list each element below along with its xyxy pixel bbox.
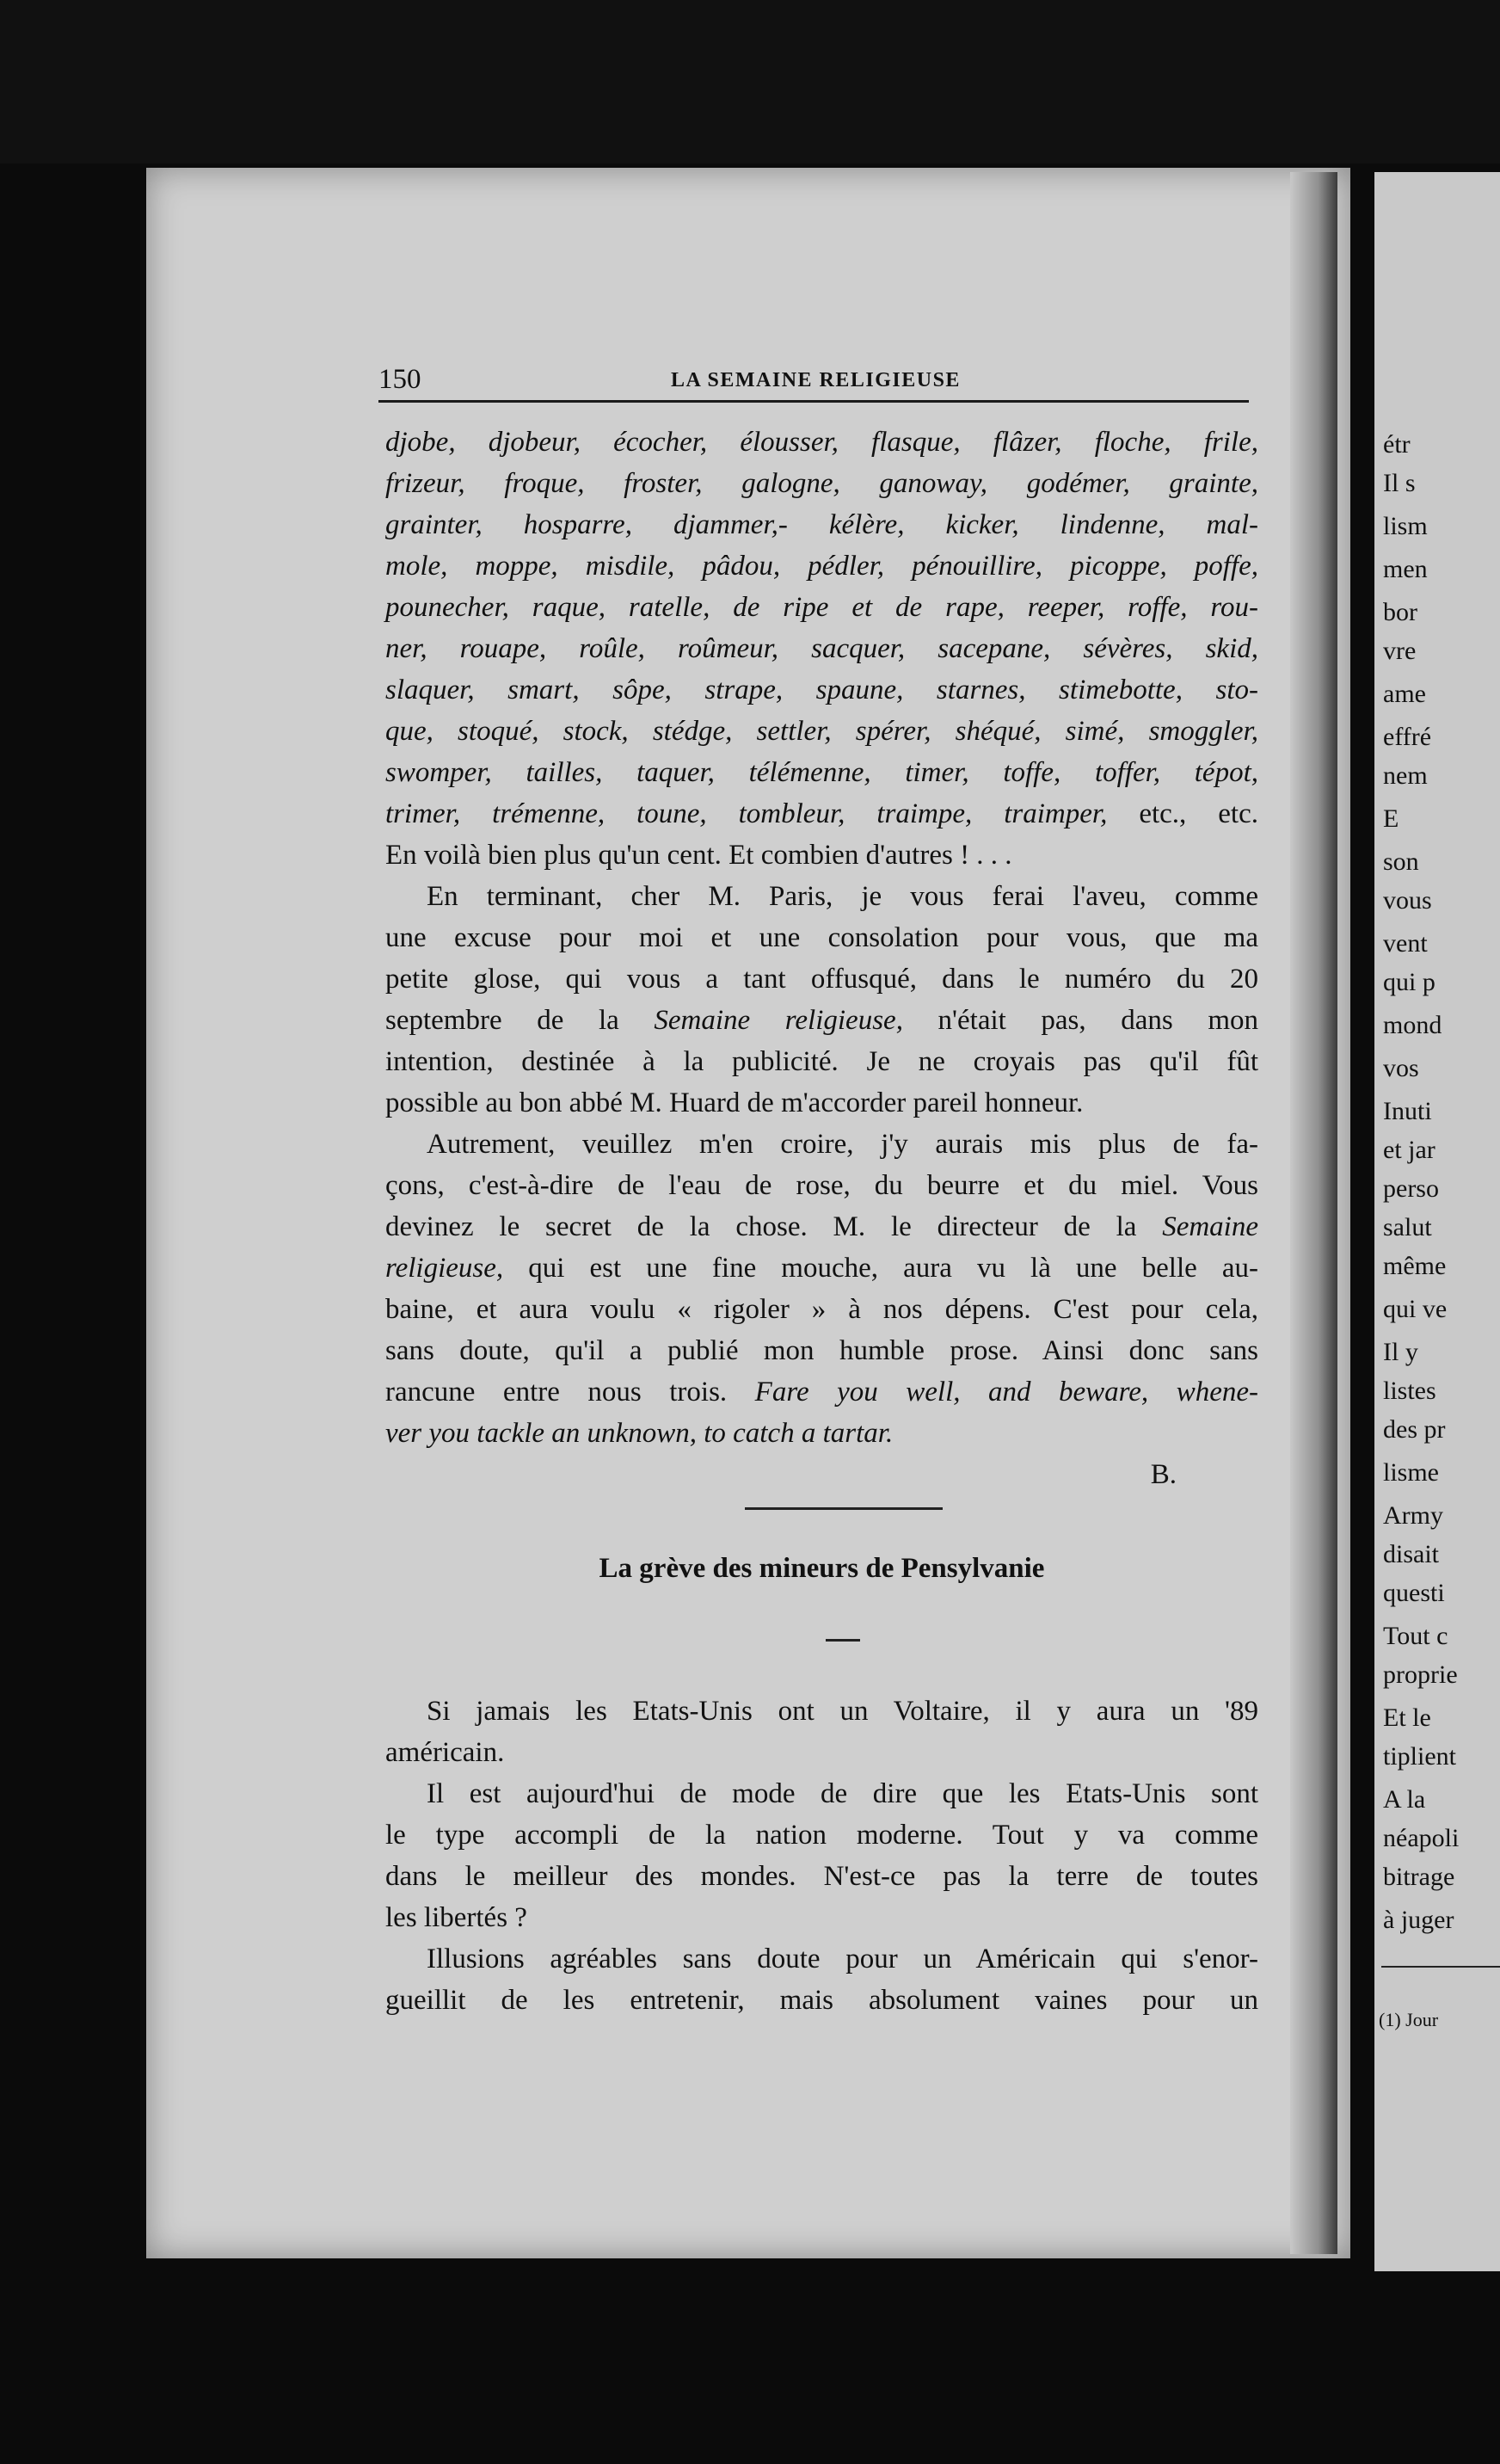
adjacent-page-line: des pr: [1383, 1415, 1446, 1444]
paragraph-line: Illusions agréables sans doute pour un Américain qui s'enor-: [427, 1943, 1258, 1974]
paragraph-line: les libertés ?: [385, 1902, 527, 1933]
adjacent-page-line: qui ve: [1383, 1295, 1448, 1323]
etc-text: etc., etc.: [1107, 798, 1258, 829]
paragraph-line: çons, c'est-à-dire de l'eau de rose, du beurre et du miel. Vous: [385, 1170, 1258, 1201]
english-quote: Fare you well, and beware, whene-: [754, 1377, 1258, 1408]
adjacent-page-line: lism: [1383, 512, 1428, 540]
page-gutter-shadow: [1290, 172, 1337, 2254]
adjacent-page-line: vent: [1383, 929, 1428, 958]
adjacent-page-line: effré: [1383, 723, 1432, 751]
adjacent-page-line: nem: [1383, 761, 1428, 790]
adjacent-page-line: disait: [1383, 1540, 1439, 1568]
text-run: rancune entre nous trois.: [385, 1377, 755, 1408]
letter-text: [385, 422, 1258, 1495]
paragraph-line: dans le meilleur des mondes. N'est-ce pas la terre de toutes: [385, 1861, 1258, 1892]
adjacent-page-line: men: [1383, 555, 1428, 583]
paragraph-line: le type accompli de la nation moderne. Tout y va comme: [385, 1820, 1258, 1851]
paragraph-line: Si jamais les Etats-Unis ont un Voltaire, il y aura un '89: [427, 1696, 1258, 1727]
adjacent-page-line: perso: [1383, 1174, 1439, 1203]
adjacent-page-line: ame: [1383, 680, 1426, 708]
adjacent-page-line: Army: [1383, 1501, 1443, 1530]
adjacent-page-line: vous: [1383, 886, 1432, 915]
periodical-title: religieuse,: [385, 1253, 504, 1284]
adjacent-page-line: et jar: [1383, 1136, 1435, 1164]
adjacent-page-line: vre: [1383, 637, 1417, 665]
footnote-fragment: (1) Jour: [1379, 2009, 1439, 2030]
paragraph-line: [385, 1247, 1258, 1289]
text-run: devinez le secret de la chose. M. le directeur de la: [385, 1211, 1163, 1242]
english-quote-end: ver you tackle an unknown, to catch a tartar.: [385, 1418, 894, 1449]
adjacent-page-line: E: [1383, 804, 1399, 833]
paragraph-line: Il est aujourd'hui de mode de dire que les Etats-Unis sont: [427, 1778, 1258, 1809]
signature: B.: [1150, 1459, 1177, 1490]
paragraph-line: gueillit de les entretenir, mais absolument vaines pour un: [385, 1985, 1258, 2016]
adjacent-page-line: bor: [1383, 598, 1417, 626]
adjacent-page-line: listes: [1383, 1377, 1436, 1405]
adjacent-page-line: Inuti: [1383, 1097, 1432, 1125]
glossary-line: slaquer, smart, sôpe, strape, spaune, starnes, stimebotte, sto-: [385, 675, 1258, 705]
glossary-line: pounecher, raque, ratelle, de ripe et de rape, reeper, roffe, rou-: [385, 592, 1258, 623]
paragraph-line: [385, 1000, 1258, 1041]
paragraph-line: En voilà bien plus qu'un cent. Et combien d'autres ! . . .: [385, 840, 1012, 871]
adjacent-page-line: vos: [1383, 1054, 1419, 1082]
paragraph-line: petite glose, qui vous a tant offusqué, dans le numéro du 20: [385, 964, 1258, 995]
adjacent-page-line: étr: [1383, 430, 1411, 459]
text-run: qui est une fine mouche, aura vu là une belle au-: [503, 1253, 1258, 1284]
paragraph-line: sans doute, qu'il a publié mon humble prose. Ainsi donc sans: [385, 1335, 1258, 1366]
text-run: n'était pas, dans mon: [902, 1005, 1259, 1036]
adjacent-page-line: Tout c: [1383, 1622, 1448, 1650]
title-dash: [826, 1639, 860, 1642]
adjacent-page-line: Et le: [1383, 1703, 1431, 1732]
section-separator: [745, 1507, 943, 1510]
adjacent-page-line: tiplient: [1383, 1742, 1456, 1771]
footnote-rule: [1381, 1966, 1500, 1968]
page-number: 150: [378, 364, 421, 395]
adjacent-page-line: A la: [1383, 1785, 1426, 1814]
paragraph-line: baine, et aura voulu « rigoler » à nos dépens. C'est pour cela,: [385, 1294, 1258, 1325]
paragraph-line: [385, 1371, 1258, 1413]
article-text: [385, 1691, 1258, 2021]
glossary-line: djobe, djobeur, écocher, élousser, flasque, flâzer, floche, frile,: [385, 427, 1258, 458]
adjacent-page-line: mond: [1383, 1011, 1442, 1039]
paragraph-line: En terminant, cher M. Paris, je vous ferai l'aveu, comme: [427, 881, 1258, 912]
adjacent-page-line: son: [1383, 847, 1419, 876]
glossary-line: frizeur, froque, froster, galogne, ganoway, godémer, grainte,: [385, 468, 1258, 499]
running-header: [378, 357, 1256, 400]
adjacent-page-line: lisme: [1383, 1458, 1439, 1487]
paragraph-line: [385, 1206, 1258, 1247]
adjacent-page-line: bitrage: [1383, 1863, 1455, 1891]
film-border: [0, 0, 1500, 163]
paragraph-line: une excuse pour moi et une consolation pour vous, que ma: [385, 922, 1258, 953]
running-title: LA SEMAINE RELIGIEUSE: [671, 369, 961, 391]
glossary-line-last: [385, 793, 1258, 835]
glossary-line: ner, rouape, roûle, roûmeur, sacquer, sacepane, sévères, skid,: [385, 633, 1258, 664]
article-title: La grève des mineurs de Pensylvanie: [599, 1553, 1045, 1584]
glossary-words: trimer, trémenne, toune, tombleur, traimpe, traimper,: [385, 798, 1108, 829]
adjacent-page: [1374, 172, 1500, 2271]
adjacent-page-line: néapoli: [1383, 1824, 1460, 1852]
adjacent-page-line: proprie: [1383, 1660, 1458, 1689]
adjacent-page-line: à juger: [1383, 1906, 1454, 1934]
glossary-line: que, stoqué, stock, stédge, settler, spérer, shéqué, simé, smoggler,: [385, 716, 1258, 747]
periodical-title: Semaine: [1162, 1211, 1258, 1242]
adjacent-page-line: salut: [1383, 1213, 1432, 1241]
paragraph-line: américain.: [385, 1737, 505, 1768]
periodical-title: Semaine religieuse,: [654, 1005, 903, 1036]
header-rule: [378, 400, 1249, 403]
adjacent-page-line: questi: [1383, 1579, 1445, 1607]
glossary-line: mole, moppe, misdile, pâdou, pédler, pénouillire, picoppe, poffe,: [385, 551, 1258, 582]
adjacent-page-line: Il s: [1383, 469, 1416, 497]
glossary-line: swomper, tailles, taquer, télémenne, timer, toffe, toffer, tépot,: [385, 757, 1258, 788]
text-run: septembre de la: [385, 1005, 655, 1036]
paragraph-line: intention, destinée à la publicité. Je ne croyais pas qu'il fût: [385, 1046, 1258, 1077]
glossary-line: grainter, hosparre, djammer,- kélère, kicker, lindenne, mal-: [385, 509, 1258, 540]
adjacent-page-line: Il y: [1383, 1338, 1418, 1366]
paragraph-line: Autrement, veuillez m'en croire, j'y aurais mis plus de fa-: [427, 1129, 1258, 1160]
paragraph-line: possible au bon abbé M. Huard de m'accorder pareil honneur.: [385, 1087, 1084, 1118]
adjacent-page-line: même: [1383, 1252, 1447, 1280]
adjacent-page-line: qui p: [1383, 968, 1435, 996]
